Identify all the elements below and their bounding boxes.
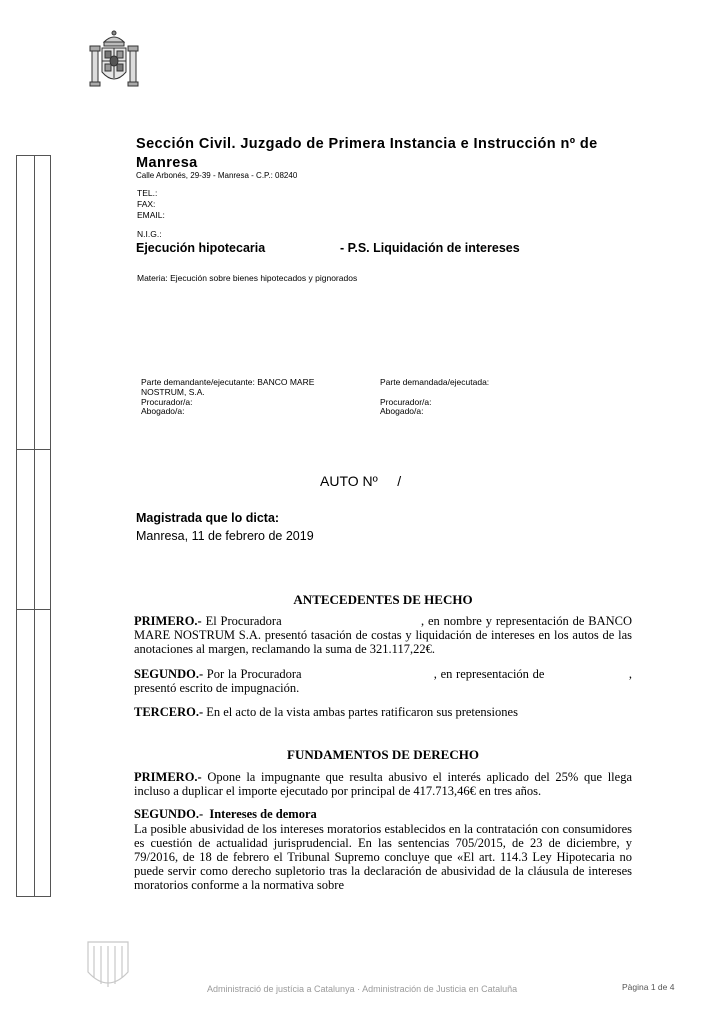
defendant-procurador: Procurador/a: (380, 397, 432, 407)
antecedente-primero-text: El Procuradora , en nombre y representación de BANCO MARE NOSTRUM S.A. presentó tasación de costas y liquidación de intereses en los autos de las anotaciones al margen, reclamando la suma de 321.117,22€. (134, 614, 636, 656)
antecedente-segundo-label: SEGUNDO.- (134, 667, 204, 681)
fundamento-segundo-text: La posible abusividad de los intereses moratorios establecidos en la contratación con consumidores es cuestión de actualidad jurisprudencial. En las sentencias 705/2015, de 23 de diciembre, y 79/2016, de 18 de febrero el Tribunal Supremo concluye que «El art. 114.3 Ley Hipotecaria no puede servir como derecho supletorio tras la declaración de abusividad de la cláusula de intereses moratorios conforme a la normativa sobre (134, 822, 632, 892)
magistrate-label: Magistrada que lo dicta: (136, 511, 280, 525)
date-line: Manresa, 11 de febrero de 2019 (136, 529, 314, 543)
fax-label: FAX: (137, 199, 156, 209)
footer-text: Administració de justícia a Catalunya · Administración de Justicia en Cataluña (207, 984, 518, 994)
plaintiff-procurador: Procurador/a: (141, 397, 193, 407)
margin-frame-left (16, 155, 17, 897)
auto-title: AUTO Nº / (320, 473, 402, 489)
court-title: Sección Civil. Juzgado de Primera Instancia e Instrucción nº de Manresa (136, 136, 598, 171)
antecedente-primero (134, 614, 636, 656)
nig-label: N.I.G.: (137, 229, 162, 239)
tel-label: TEL.: (137, 188, 158, 198)
margin-frame-right (50, 155, 51, 897)
margin-frame-top (16, 155, 51, 156)
margin-frame-divider-2 (16, 609, 51, 610)
plaintiff-line-1: Parte demandante/ejecutante: BANCO MARE (141, 377, 315, 387)
margin-frame-bottom (16, 896, 51, 897)
fundamento-segundo-title: Intereses de demora (203, 807, 317, 821)
antecedente-segundo (134, 667, 636, 695)
plaintiff-abogado: Abogado/a: (141, 406, 185, 416)
procedure-type: Ejecución hipotecaria (136, 241, 266, 255)
procedure-subtype: - P.S. Liquidación de intereses (340, 241, 520, 255)
margin-frame-divider-1 (16, 449, 51, 450)
antecedente-segundo-text: Por la Procuradora , en representación de , presentó escrito de impugnación. (134, 667, 636, 695)
antecedentes-heading: ANTECEDENTES DE HECHO (293, 592, 473, 607)
fundamento-primero-label: PRIMERO.- (134, 770, 202, 784)
email-label: EMAIL: (137, 210, 165, 220)
catalonia-coat-of-arms-icon (84, 938, 132, 994)
fundamento-primero-text: Opone la impugnante que resulta abusivo el interés aplicado del 25% que llega incluso a duplicar el importe ejecutado por principal de 417.713,46€ en tres años. (134, 770, 632, 798)
antecedente-tercero (134, 705, 632, 719)
margin-frame-middle (34, 155, 35, 897)
fundamento-primero (134, 770, 632, 798)
fundamento-segundo-label: SEGUNDO.- (134, 807, 204, 821)
court-address: Calle Arbonés, 29-39 - Manresa - C.P.: 08240 (136, 171, 298, 180)
defendant-label: Parte demandada/ejecutada: (380, 377, 490, 387)
antecedente-tercero-label: TERCERO.- (134, 705, 204, 719)
page-number: Pàgina 1 de 4 (622, 982, 675, 992)
antecedente-primero-label: PRIMERO.- (134, 614, 202, 628)
fundamento-segundo-heading (134, 807, 632, 821)
antecedente-tercero-text: En el acto de la vista ambas partes ratificaron sus pretensiones (203, 705, 518, 719)
spain-coat-of-arms-icon (88, 28, 140, 90)
defendant-abogado: Abogado/a: (380, 406, 424, 416)
materia: Materia: Ejecución sobre bienes hipotecados y pignorados (137, 273, 358, 283)
fundamentos-heading: FUNDAMENTOS DE DERECHO (287, 747, 479, 762)
plaintiff-line-2: NOSTRUM, S.A. (141, 387, 205, 397)
